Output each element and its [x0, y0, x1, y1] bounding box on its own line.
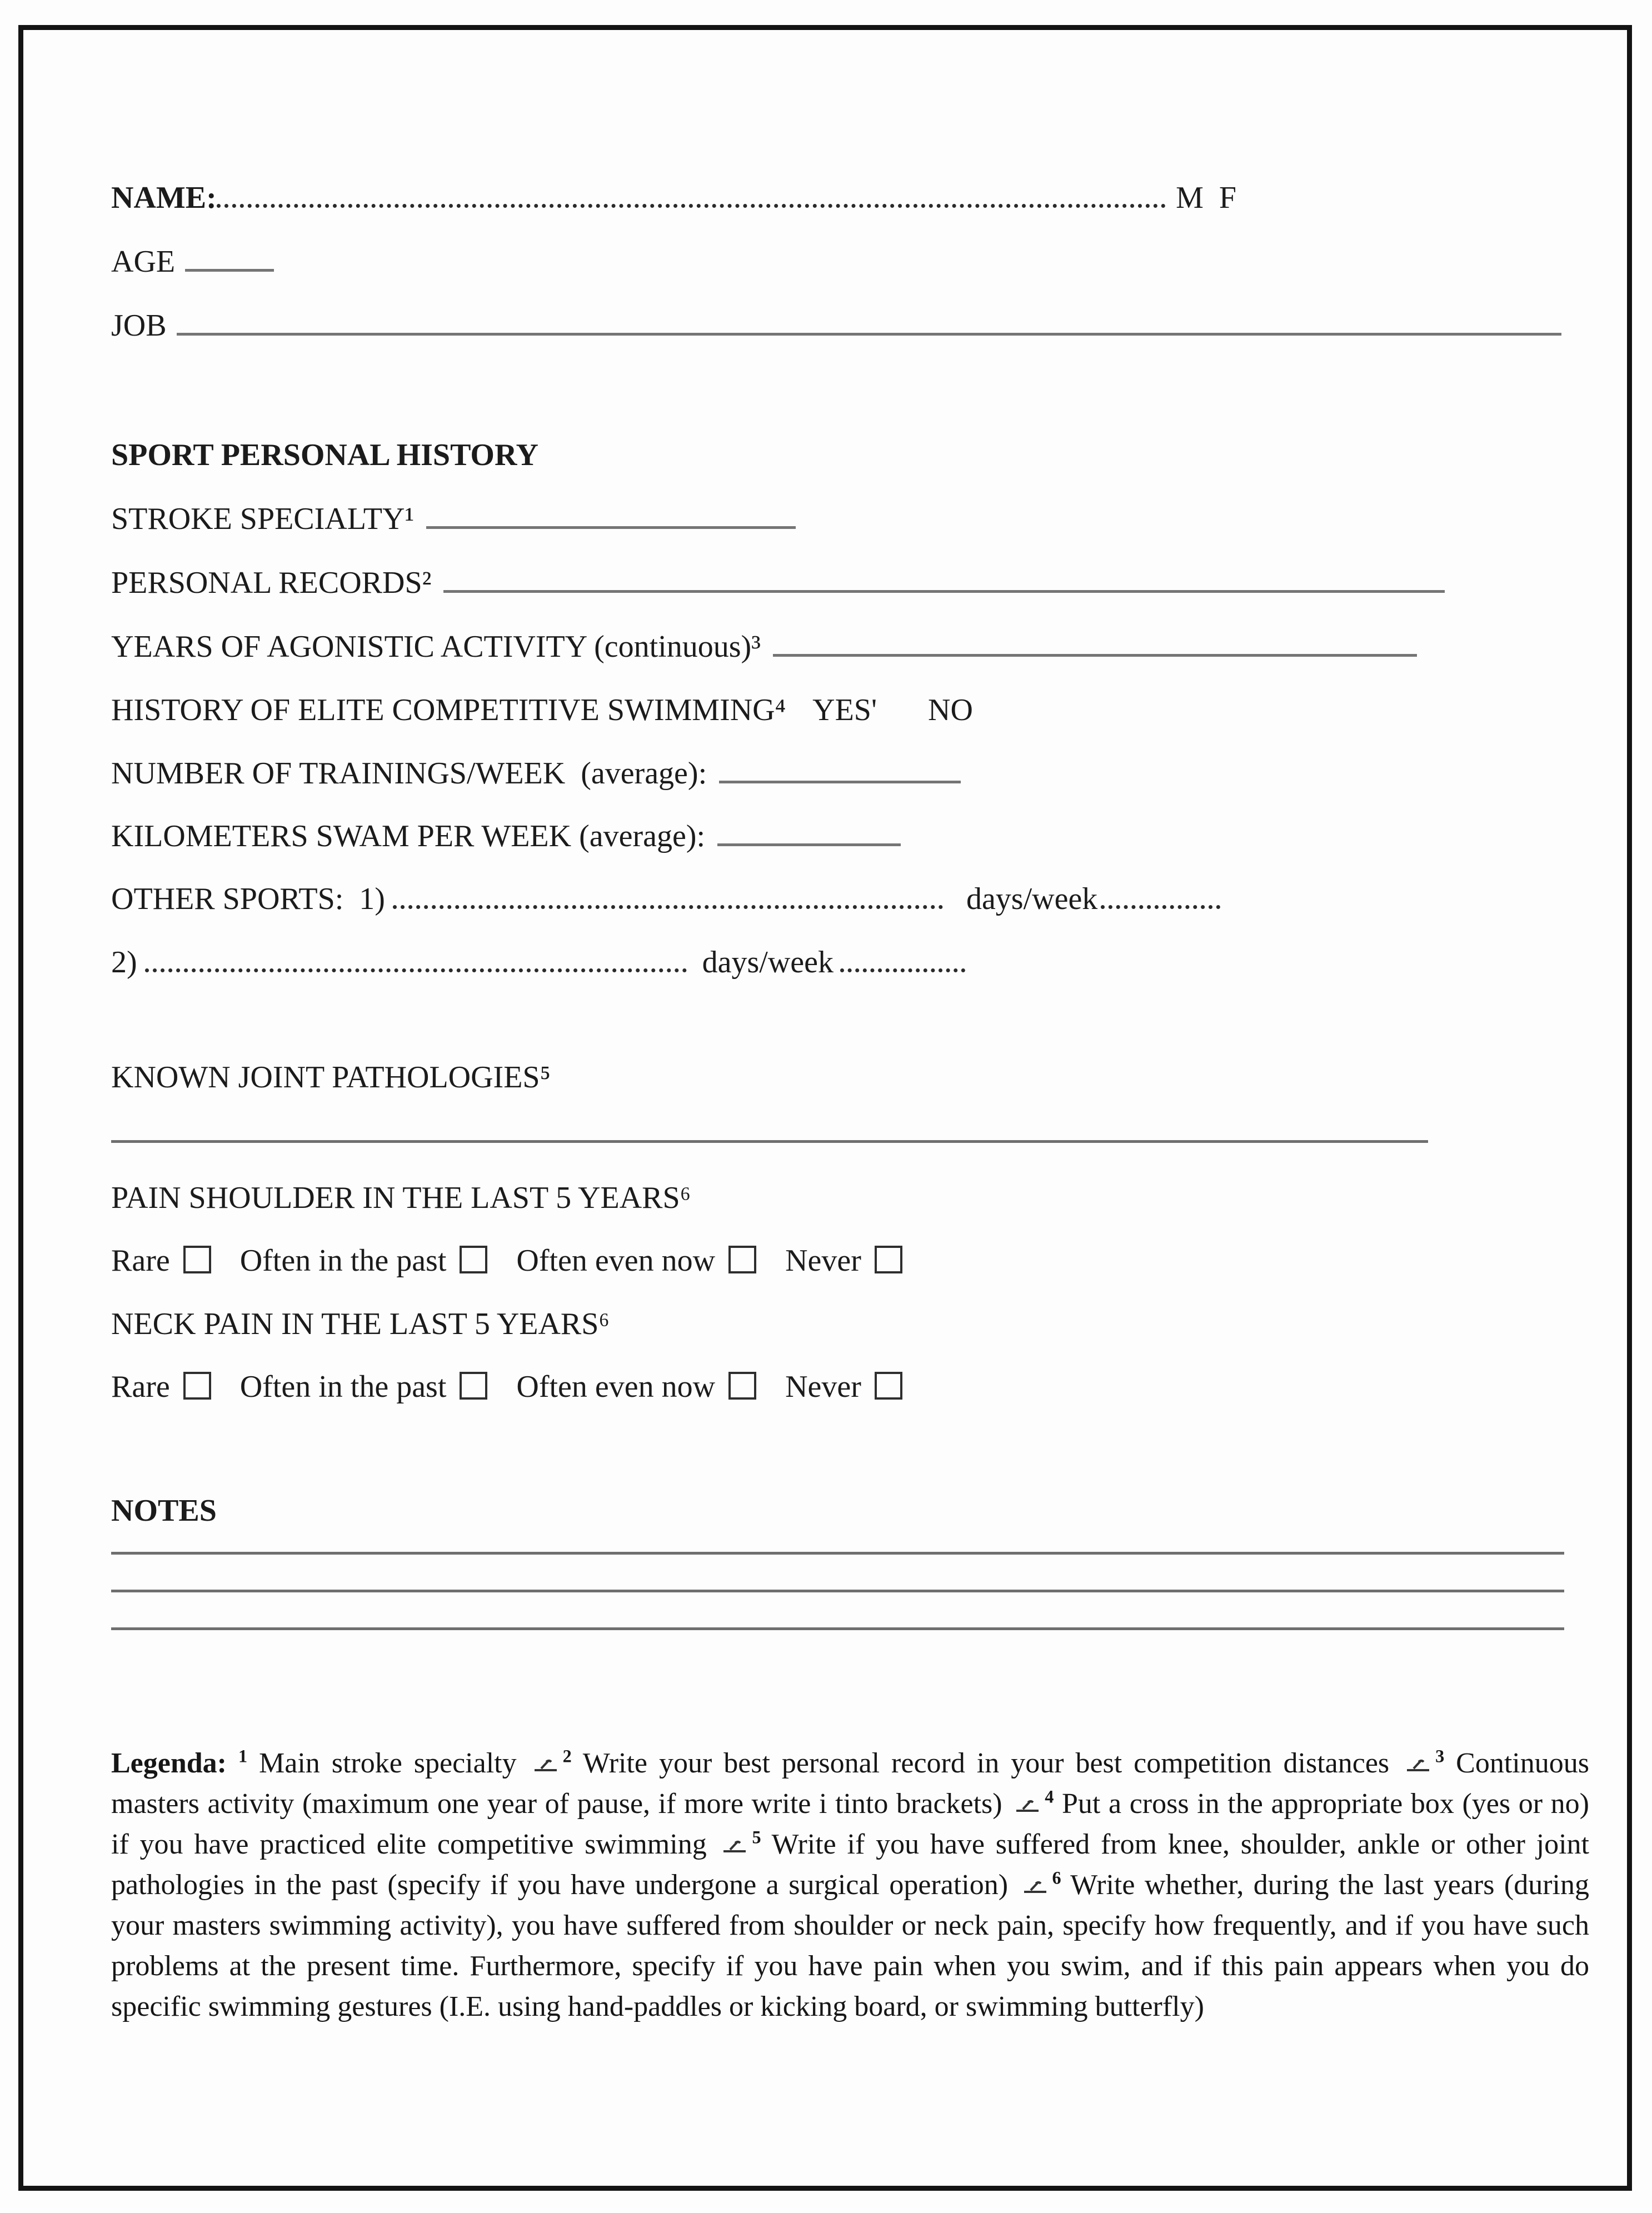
stroke-specialty-label: STROKE SPECIALTY¹	[111, 502, 415, 536]
legend-segment: Write your best personal record in your best competition distances	[571, 1747, 1401, 1779]
swimmer-separator-icon	[1015, 1784, 1040, 1824]
legend-segment: Continuous masters activity (maximum one year of pause, if more write i tinto brackets)	[111, 1747, 1589, 1820]
age-label: AGE	[111, 244, 176, 279]
shoulder-often-now-checkbox[interactable]	[728, 1246, 756, 1273]
shoulder-often-now-label: Often even now	[516, 1243, 716, 1278]
agonistic-years-row	[111, 627, 1417, 667]
shoulder-option-rare	[111, 1241, 211, 1281]
pain-shoulder-row	[111, 1178, 691, 1218]
neck-rare-label: Rare	[111, 1370, 170, 1404]
stroke-specialty-input-line[interactable]	[426, 526, 796, 529]
legend-segment: Put a cross in the appropriate box (yes or no) if you have practiced elite competitive swimming	[111, 1788, 1590, 1860]
notes-input-line-3[interactable]	[111, 1627, 1564, 1630]
neck-option-often-now	[516, 1367, 756, 1407]
shoulder-never-label: Never	[785, 1243, 861, 1278]
shoulder-option-often-past	[240, 1241, 488, 1281]
job-label: JOB	[111, 308, 167, 343]
age-row	[111, 242, 274, 282]
days-week-label-1: days/week	[966, 882, 1098, 916]
neck-never-checkbox[interactable]	[875, 1372, 902, 1400]
joint-pathologies-row	[111, 1057, 551, 1097]
agonistic-years-input-line[interactable]	[773, 654, 1417, 657]
neck-option-rare	[111, 1367, 211, 1407]
swimmer-separator-icon	[1405, 1743, 1431, 1784]
kilometers-week-row	[111, 816, 901, 856]
joint-pathologies-label: KNOWN JOINT PATHOLOGIES⁵	[111, 1060, 551, 1095]
stroke-specialty-row	[111, 499, 796, 539]
neck-pain-label: NECK PAIN IN THE LAST 5 YEARS⁶	[111, 1307, 610, 1341]
shoulder-often-past-checkbox[interactable]	[460, 1246, 487, 1273]
shoulder-never-checkbox[interactable]	[875, 1246, 902, 1273]
neck-never-label: Never	[785, 1370, 861, 1404]
legend-footnote-number: 4	[1045, 1786, 1054, 1807]
yes-option[interactable]: YES'	[812, 693, 877, 727]
legend-footnote-number: 5	[752, 1827, 761, 1847]
legend-segment: Write whether, during the last years (during your masters swimming activity), you have suffered from shoulder or neck pain, specify how frequently, and if you have such problems at the present time. Furthermore, specify if you have pain when you swim, and if this pain appears when you do specific swimming gestures (I.E. using hand-paddles or kicking board, or swimming butterfly)	[111, 1869, 1589, 2022]
days-week-label-2: days/week	[702, 945, 834, 980]
age-input-line[interactable]	[185, 269, 274, 272]
name-row	[111, 178, 1236, 218]
trainings-week-label: NUMBER OF TRAININGS/WEEK (average):	[111, 756, 707, 791]
pain-shoulder-label: PAIN SHOULDER IN THE LAST 5 YEARS⁶	[111, 1181, 691, 1215]
swimmer-separator-icon	[1022, 1865, 1048, 1905]
name-label: NAME:	[111, 181, 217, 215]
neck-often-past-checkbox[interactable]	[460, 1372, 487, 1400]
swimmer-separator-icon	[722, 1824, 747, 1865]
legend-footnote-number: 2	[562, 1746, 572, 1766]
legend-segment: Legenda:	[111, 1747, 238, 1779]
legend-segment: Write if you have suffered from knee, shoulder, ankle or other joint pathologies in the past (specify if you have undergone a surgical operation)	[111, 1829, 1590, 1901]
neck-pain-options-row	[111, 1367, 902, 1407]
trainings-week-input-line[interactable]	[719, 781, 961, 783]
legend-segment: Main stroke specialty	[247, 1747, 528, 1779]
neck-rare-checkbox[interactable]	[183, 1372, 211, 1400]
job-row	[111, 306, 1561, 346]
kilometers-week-input-line[interactable]	[717, 843, 901, 846]
shoulder-rare-checkbox[interactable]	[183, 1246, 211, 1273]
other-sport-2-input-line[interactable]	[145, 968, 687, 972]
shoulder-option-often-now	[516, 1241, 756, 1281]
elite-history-row	[111, 690, 973, 730]
personal-records-label: PERSONAL RECORDS²	[111, 566, 432, 600]
notes-input-line-1[interactable]	[111, 1552, 1564, 1555]
notes-label: NOTES	[111, 1493, 217, 1528]
no-option[interactable]: NO	[928, 693, 973, 727]
other-sport-1-input-line[interactable]	[393, 905, 943, 909]
legend-footnote-number: 3	[1435, 1746, 1445, 1766]
other-sports-row-1	[111, 879, 1220, 919]
swimmer-separator-icon	[533, 1743, 558, 1784]
notes-row	[111, 1491, 217, 1531]
neck-option-often-past	[240, 1367, 488, 1407]
neck-often-past-label: Often in the past	[239, 1370, 447, 1404]
joint-pathologies-input-line[interactable]	[111, 1140, 1428, 1143]
pain-shoulder-options-row	[111, 1241, 902, 1281]
sex-options-label[interactable]: M F	[1176, 181, 1236, 215]
shoulder-rare-label: Rare	[111, 1243, 170, 1278]
agonistic-years-label: YEARS OF AGONISTIC ACTIVITY (continuous)³	[111, 630, 761, 664]
days-week-2-input-line[interactable]	[840, 968, 965, 972]
shoulder-often-past-label: Often in the past	[239, 1243, 447, 1278]
days-week-1-input-line[interactable]	[1101, 905, 1220, 909]
elite-history-label: HISTORY OF ELITE COMPETITIVE SWIMMING⁴	[111, 693, 786, 727]
section-title-row	[111, 435, 538, 475]
personal-records-input-line[interactable]	[443, 590, 1445, 593]
shoulder-option-never	[785, 1241, 902, 1281]
notes-input-line-2[interactable]	[111, 1590, 1564, 1592]
other-sports-2-label: 2)	[111, 945, 137, 980]
neck-often-now-label: Often even now	[516, 1370, 716, 1404]
neck-often-now-checkbox[interactable]	[728, 1372, 756, 1400]
legend-footnote-number: 6	[1052, 1867, 1061, 1888]
personal-records-row	[111, 563, 1445, 603]
kilometers-week-label: KILOMETERS SWAM PER WEEK (average):	[111, 819, 706, 853]
legend-text	[111, 1743, 1589, 2027]
section-title: SPORT PERSONAL HISTORY	[111, 438, 538, 472]
neck-pain-row	[111, 1304, 610, 1344]
trainings-week-row	[111, 753, 961, 793]
job-input-line[interactable]	[177, 333, 1561, 336]
neck-option-never	[785, 1367, 902, 1407]
other-sports-row-2	[111, 942, 965, 982]
name-input-line[interactable]	[217, 204, 1166, 208]
other-sports-label: OTHER SPORTS: 1)	[111, 882, 385, 916]
legend-footnote-number: 1	[238, 1746, 248, 1766]
